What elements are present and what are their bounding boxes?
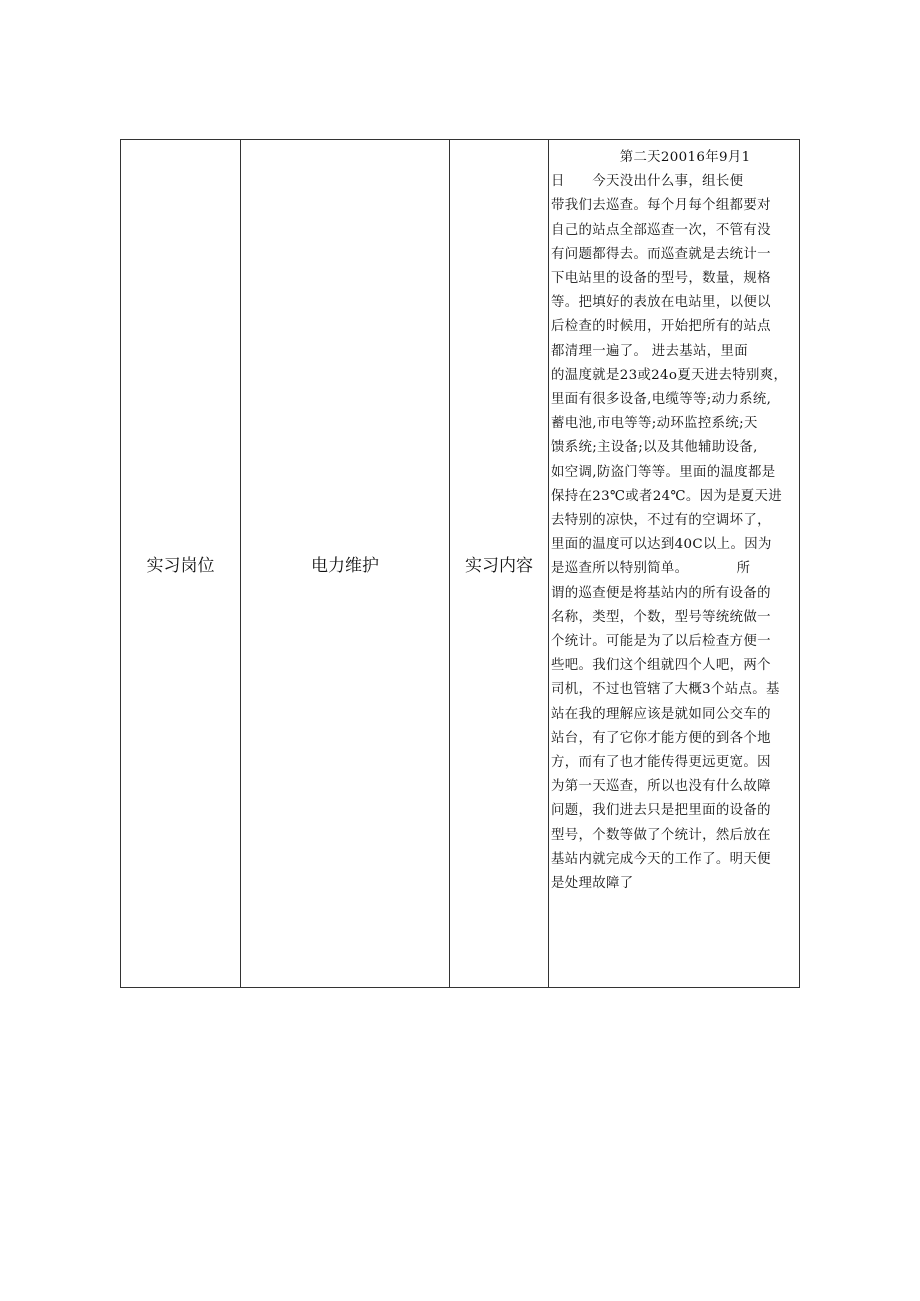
- content-line: 自己的站点全部巡查一次，不管有没: [551, 222, 771, 238]
- content-line: 站台，有了它你才能方便的到各个地: [551, 730, 771, 746]
- content-line: 里面有很多设备,电缆等等;动力系统,: [551, 392, 772, 407]
- post-value: 电力维护: [311, 556, 379, 576]
- content-label: 实习内容: [465, 556, 533, 576]
- post-label: 实习岗位: [146, 556, 215, 576]
- internship-table: [120, 139, 800, 988]
- content-line: 保持在23℃或者24℃。因为是夏天进: [551, 488, 783, 504]
- content-cell: [549, 140, 800, 988]
- content-line: 问题，我们进去只是把里面的设备的: [551, 803, 771, 819]
- content-label-cell: [450, 140, 549, 988]
- content-line: 名称，类型，个数，型号等统统做一: [551, 609, 771, 625]
- content-line: 为第一天巡查，所以也没有什么故障: [551, 779, 771, 795]
- content-line: 如空调,防盗门等等。里面的温度都是: [551, 464, 776, 480]
- content-line: 些吧。我们这个组就四个人吧，两个: [551, 658, 771, 674]
- content-line: 带我们去巡查。每个月每个组都要对: [551, 198, 771, 214]
- content-text: [549, 140, 799, 987]
- content-line: 站在我的理解应该是就如同公交车的: [551, 706, 771, 722]
- content-line: 去特别的凉快，不过有的空调坏了，: [551, 513, 771, 528]
- content-line: 方，而有了也才能传得更远更宽。因: [551, 755, 771, 770]
- post-value-cell: [241, 140, 450, 988]
- content-line: 等。把填好的表放在电站里，以便以: [551, 295, 771, 311]
- content-line: 的温度就是23或24o夏天进去特别爽，: [551, 367, 788, 383]
- content-line: 是处理故障了: [551, 876, 634, 891]
- content-line: 都清理一遍了。 进去基站，里面: [551, 343, 748, 359]
- content-line: 是巡查所以特别简单。 所: [551, 561, 751, 577]
- content-line: 型号，个数等做了个统计，然后放在: [551, 827, 771, 843]
- post-label-cell: [121, 140, 241, 988]
- content-line: 谓的巡查便是将基站内的所有设备的: [551, 585, 771, 601]
- content-line: 第二天20016年9月1: [551, 150, 751, 165]
- content-line: 馈系统;主设备;以及其他辅助设备,: [551, 440, 758, 456]
- content-line: 里面的温度可以达到40C以上。因为: [551, 537, 772, 553]
- content-line: 有问题都得去。而巡查就是去统计一: [551, 246, 771, 262]
- content-line: 下电站里的设备的型号，数量，规格: [551, 271, 771, 286]
- content-line: 司机，不过也管辖了大概3个站点。基: [551, 682, 780, 698]
- content-line: 个统计。可能是为了以后检查方便一: [551, 634, 771, 649]
- content-line: 蓄电池,市电等等;动环监控系统;天: [551, 416, 758, 432]
- content-line: 后检查的时候用，开始把所有的站点: [551, 319, 771, 335]
- table-row: [121, 140, 800, 988]
- content-line: 日 今天没出什么事，组长便: [551, 174, 744, 190]
- content-line: 基站内就完成今天的工作了。明天便: [551, 851, 771, 867]
